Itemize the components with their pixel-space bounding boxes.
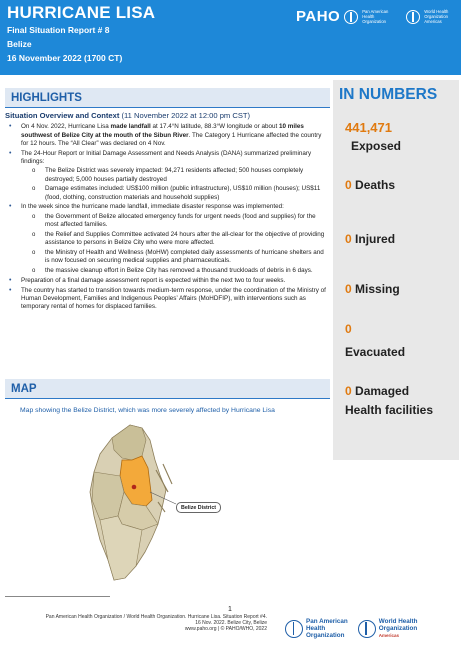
list-item: • The 24-Hour Report or Initial Damage Assessment and Needs Analysis (DANA) summarized preliminary findings: o The Belize District was severely impacted: 94,271 residents affected; 500 houses completely destroyed; 5,000 houses partially destroyed o Damage estimates included: US$100 million (public infrastructure), US$10 million (houses); US$11 (food, clothing, construction materials and household supplies)	[5, 150, 330, 202]
who-logo-text: World Health Organization Americas	[424, 9, 449, 24]
page-number: 1	[228, 606, 232, 613]
highlights-band	[5, 88, 330, 108]
report-date: 16 November 2022 (1700 CT)	[7, 53, 123, 63]
sub-list-item: o the massive cleanup effort in Belize City has removed a thousand truckloads of debris in 6 days.	[21, 267, 330, 275]
paho-wordmark: PAHO	[296, 8, 341, 25]
sub-list-item: o The Belize District was severely impacted: 94,271 residents affected; 500 houses completely destroyed; 5,000 houses partially destroyed	[21, 167, 330, 184]
list-item: • On 4 Nov. 2022, Hurricane Lisa made landfall at 17.4°N latitude, 88.3°W longitude or about 10 miles southwest of Belize City at the mouth of the Sibun River. The Category 1 Hurricane affected the country for 12 hours. The “All Clear” was declared on 4 Nov.	[5, 123, 330, 148]
paho-logo	[296, 8, 461, 25]
paho-globe-icon	[285, 620, 303, 638]
stat-injured: 0 Injured	[345, 232, 396, 246]
highlights-heading: HIGHLIGHTS	[11, 92, 82, 104]
report-title: HURRICANE LISA	[7, 3, 156, 22]
list-item: • The country has started to transition towards medium-term response, under the coordination of the Ministry of Human Development, Families and Indigenous Peoples’ Affairs (MoHDFIP), with interventions such as temporary rental of homes for displaced families.	[5, 287, 330, 312]
report-header	[0, 0, 461, 75]
who-globe-icon	[358, 620, 376, 638]
highlights-body	[5, 112, 330, 313]
list-item: • In the week since the hurricane made landfall, immediate disaster response was implemented: o the Government of Belize allocated emergency funds for urgent needs (food and supplies) for the most affected families. o the Relief and Supplies Committee activated 24 hours after the all-clear for the objective of providing assistance to persons in Belize City who were more affected. o the Ministry of Health and Wellness (MoHW) completed daily assessments of hurricane shelters and is now focused on securing medical supplies and pharmaceuticals. o the massive cleanup effort in Belize City has removed a thousand truckloads of debris in 6 days.	[5, 203, 330, 275]
situation-overview-title: Situation Overview and Context (11 November 2022 at 12:00 pm CST)	[5, 111, 251, 120]
report-country: Belize	[7, 39, 32, 49]
belize-city-marker	[132, 485, 137, 490]
stat-exposed: 441,471 Exposed	[345, 120, 402, 153]
sub-list-item: o Damage estimates included: US$100 million (public infrastructure), US$10 million (houses); US$11 (food, clothing, construction materials and household supplies)	[21, 185, 330, 202]
list-item: • Preparation of a final damage assessment report is expected within the next two to four weeks.	[5, 277, 330, 285]
map-heading: MAP	[11, 383, 37, 395]
stat-damaged-facilities: 0 Damaged Health facilities	[345, 384, 434, 417]
map-caption: Map showing the Belize District, which was more severely affected by Hurricane Lisa	[20, 407, 275, 414]
paho-logo-text: Pan American Health Organization	[362, 9, 389, 24]
footer-citation: Pan American Health Organization / World Health Organization. Hurricane Lisa. Situation Report #4. 16 Nov. 2022. Belize City, Belize www.paho.org | © PAHO/WHO, 2022	[45, 614, 267, 633]
paho-emblem-icon	[344, 10, 358, 24]
sub-list-item: o the Relief and Supplies Committee activated 24 hours after the all-clear for the objective of providing assistance to persons in Belize City who were more affected.	[21, 231, 330, 248]
footer-who-logo: World Health Organization Americas	[358, 618, 418, 639]
map-band	[5, 379, 330, 399]
stat-evacuated: 0 Evacuated	[345, 322, 406, 359]
sub-list-item: o the Ministry of Health and Wellness (MoHW) completed daily assessments of hurricane shelters and is now focused on securing medical supplies and pharmaceuticals.	[21, 249, 330, 266]
report-number: Final Situation Report # 8	[7, 25, 110, 35]
in-numbers-heading: IN NUMBERS	[339, 86, 438, 103]
highlights-list	[5, 123, 330, 311]
footer-logos	[285, 618, 417, 639]
stat-missing: 0 Missing	[345, 282, 400, 296]
sub-list-item: o the Government of Belize allocated emergency funds for urgent needs (food and supplies) for the most affected families.	[21, 213, 330, 230]
in-numbers-panel	[333, 80, 459, 460]
footnote-divider	[5, 596, 110, 597]
stat-deaths: 0 Deaths	[345, 178, 396, 192]
footer-paho-logo: Pan American Health Organization	[285, 618, 348, 639]
belize-district-callout: Belize District	[176, 502, 221, 513]
who-emblem-icon	[406, 10, 420, 24]
